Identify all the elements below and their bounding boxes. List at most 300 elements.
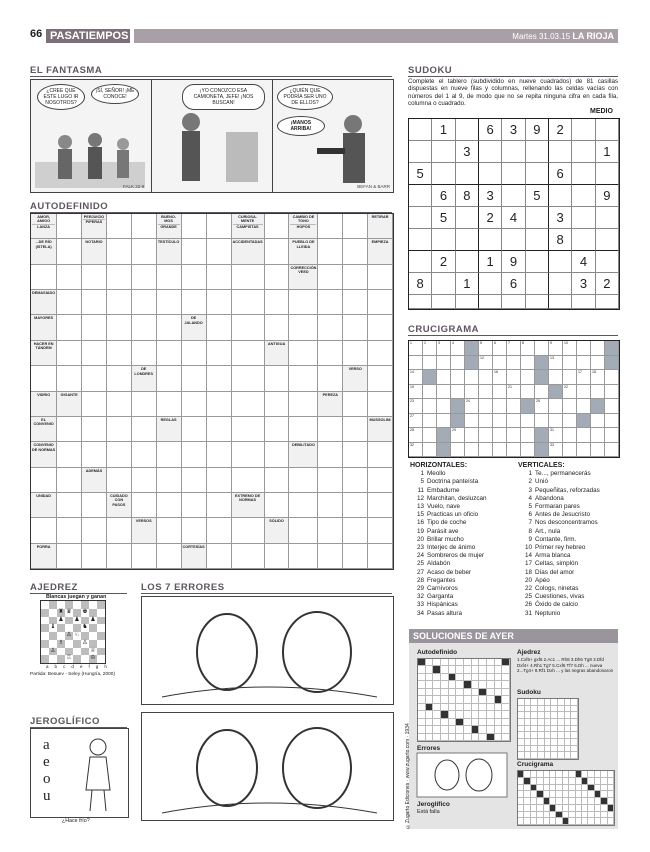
autodefinido-cell[interactable] [368,518,393,543]
autodefinido-cell[interactable] [107,265,132,290]
sudoku-cell[interactable]: 4 [572,251,595,273]
autodefinido-cell[interactable] [207,392,232,417]
autodefinido-cell[interactable] [182,518,207,543]
crossword-cell[interactable] [507,443,521,458]
autodefinido-cell[interactable] [318,544,343,569]
autodefinido-cell[interactable] [132,468,157,493]
crossword-cell[interactable]: 1 [409,341,423,356]
autodefinido-cell[interactable] [132,239,157,264]
autodefinido-cell[interactable] [265,493,290,518]
autodefinido-cell[interactable] [368,265,393,290]
autodefinido-cell[interactable] [232,442,265,467]
sudoku-cell[interactable] [526,295,549,309]
crossword-cell[interactable]: 33 [549,443,563,458]
crossword-cell[interactable] [563,414,577,429]
sudoku-cell[interactable]: 2 [432,251,455,273]
sudoku-cell[interactable] [549,185,572,207]
sudoku-cell[interactable] [502,141,525,163]
sudoku-cell[interactable] [549,251,572,273]
autodefinido-cell[interactable] [132,544,157,569]
sudoku-cell[interactable] [549,141,572,163]
autodefinido-cell[interactable] [182,392,207,417]
autodefinido-cell[interactable] [107,392,132,417]
crossword-cell[interactable] [563,356,577,371]
crossword-cell[interactable]: 17 [577,370,591,385]
autodefinido-cell[interactable] [207,366,232,391]
sudoku-cell[interactable] [526,273,549,295]
crossword-cell[interactable] [605,443,619,458]
sudoku-cell[interactable]: 6 [502,273,525,295]
autodefinido-cell[interactable] [157,544,182,569]
sudoku-cell[interactable] [596,229,619,251]
autodefinido-cell[interactable] [207,239,232,264]
sudoku-cell[interactable]: 4 [502,207,525,229]
sudoku-cell[interactable]: 8 [409,273,432,295]
sudoku-cell[interactable]: 5 [526,185,549,207]
crossword-cell[interactable] [535,385,549,400]
sudoku-cell[interactable] [526,163,549,185]
crossword-cell[interactable]: 21 [507,385,521,400]
autodefinido-cell[interactable] [132,493,157,518]
autodefinido-cell[interactable] [57,315,82,340]
crossword-cell[interactable] [493,385,507,400]
autodefinido-cell[interactable] [57,493,82,518]
autodefinido-cell[interactable] [232,341,265,366]
autodefinido-cell[interactable] [107,417,132,442]
autodefinido-cell[interactable] [343,290,368,315]
crossword-cell[interactable]: 32 [409,443,423,458]
autodefinido-cell[interactable] [82,290,107,315]
crossword-cell[interactable] [605,414,619,429]
sudoku-cell[interactable] [432,273,455,295]
crossword-cell[interactable]: 22 [563,385,577,400]
sudoku-cell[interactable] [526,207,549,229]
autodefinido-cell[interactable] [182,290,207,315]
autodefinido-cell[interactable] [182,239,207,264]
autodefinido-cell[interactable] [289,493,318,518]
autodefinido-cell[interactable] [318,493,343,518]
crossword-cell[interactable] [437,414,451,429]
autodefinido-cell[interactable] [132,392,157,417]
sudoku-cell[interactable] [409,295,432,309]
autodefinido-cell[interactable] [157,493,182,518]
autodefinido-cell[interactable] [289,290,318,315]
crossword-cell[interactable] [591,385,605,400]
autodefinido-cell[interactable] [368,392,393,417]
sudoku-cell[interactable]: 3 [549,207,572,229]
autodefinido-cell[interactable] [289,315,318,340]
crossword-cell[interactable] [549,399,563,414]
sudoku-cell[interactable] [479,295,502,309]
autodefinido-cell[interactable] [182,214,207,239]
autodefinido-cell[interactable] [57,214,82,239]
sudoku-cell[interactable] [526,251,549,273]
autodefinido-cell[interactable] [132,265,157,290]
crossword-cell[interactable] [507,414,521,429]
crossword-cell[interactable]: 5 [479,341,493,356]
autodefinido-cell[interactable] [368,544,393,569]
autodefinido-cell[interactable] [107,518,132,543]
sudoku-cell[interactable] [479,141,502,163]
crossword-cell[interactable] [465,443,479,458]
sudoku-cell[interactable] [456,295,479,309]
autodefinido-cell[interactable] [232,366,265,391]
autodefinido-cell[interactable] [207,341,232,366]
crossword-cell[interactable] [493,414,507,429]
crossword-cell[interactable]: 2 [423,341,437,356]
autodefinido-cell[interactable] [343,214,368,239]
autodefinido-cell[interactable] [182,442,207,467]
crossword-cell[interactable]: 8 [521,341,535,356]
sudoku-cell[interactable] [502,163,525,185]
autodefinido-cell[interactable] [57,518,82,543]
autodefinido-cell[interactable] [368,442,393,467]
autodefinido-cell[interactable] [132,417,157,442]
crossword-cell[interactable] [521,385,535,400]
crossword-cell[interactable] [605,428,619,443]
autodefinido-cell[interactable] [368,468,393,493]
crossword-cell[interactable] [521,428,535,443]
crossword-cell[interactable] [507,370,521,385]
sudoku-cell[interactable] [549,295,572,309]
autodefinido-cell[interactable] [318,468,343,493]
autodefinido-cell[interactable] [343,468,368,493]
crossword-cell[interactable]: 28 [409,428,423,443]
crossword-cell[interactable] [591,356,605,371]
sudoku-cell[interactable]: 3 [572,273,595,295]
autodefinido-cell[interactable] [207,493,232,518]
autodefinido-cell[interactable] [57,265,82,290]
crossword-cell[interactable] [563,370,577,385]
autodefinido-cell[interactable] [207,544,232,569]
autodefinido-cell[interactable] [343,239,368,264]
autodefinido-cell[interactable] [265,315,290,340]
sudoku-cell[interactable]: 9 [502,251,525,273]
autodefinido-cell[interactable] [289,518,318,543]
autodefinido-cell[interactable] [207,442,232,467]
crossword-cell[interactable]: 24 [465,399,479,414]
crossword-cell[interactable] [423,385,437,400]
sudoku-cell[interactable] [596,163,619,185]
crossword-cell[interactable] [451,370,465,385]
sudoku-cell[interactable] [409,119,432,141]
autodefinido-cell[interactable] [318,442,343,467]
autodefinido-cell[interactable] [207,290,232,315]
autodefinido-cell[interactable] [265,265,290,290]
crossword-cell[interactable] [423,428,437,443]
crossword-cell[interactable] [409,356,423,371]
autodefinido-cell[interactable] [132,290,157,315]
crossword-cell[interactable]: 13 [549,356,563,371]
sudoku-cell[interactable] [456,163,479,185]
crossword-cell[interactable]: 12 [479,356,493,371]
autodefinido-cell[interactable] [182,417,207,442]
autodefinido-cell[interactable] [232,518,265,543]
autodefinido-cell[interactable] [265,417,290,442]
crossword-cell[interactable] [549,414,563,429]
autodefinido-cell[interactable] [107,544,132,569]
autodefinido-cell[interactable] [232,265,265,290]
sudoku-cell[interactable]: 8 [456,185,479,207]
autodefinido-cell[interactable] [343,341,368,366]
autodefinido-cell[interactable] [82,544,107,569]
crossword-cell[interactable] [423,443,437,458]
crossword-cell[interactable] [577,356,591,371]
sudoku-cell[interactable]: 9 [596,185,619,207]
sudoku-cell[interactable] [456,119,479,141]
autodefinido-cell[interactable] [82,341,107,366]
crossword-cell[interactable] [605,385,619,400]
crossword-cell[interactable] [437,370,451,385]
autodefinido-cell[interactable] [157,366,182,391]
autodefinido-cell[interactable] [232,290,265,315]
autodefinido-cell[interactable] [82,392,107,417]
autodefinido-cell[interactable] [107,315,132,340]
autodefinido-cell[interactable] [265,468,290,493]
autodefinido-cell[interactable] [343,493,368,518]
autodefinido-cell[interactable] [343,417,368,442]
autodefinido-cell[interactable] [368,366,393,391]
sudoku-cell[interactable]: 1 [479,251,502,273]
autodefinido-cell[interactable] [82,518,107,543]
crossword-cell[interactable] [577,428,591,443]
autodefinido-cell[interactable] [157,468,182,493]
autodefinido-cell[interactable] [343,544,368,569]
sudoku-cell[interactable] [432,163,455,185]
crossword-cell[interactable] [493,443,507,458]
autodefinido-cell[interactable] [265,366,290,391]
crossword-cell[interactable] [493,399,507,414]
crossword-cell[interactable] [549,370,563,385]
autodefinido-cell[interactable] [368,493,393,518]
autodefinido-cell[interactable] [232,544,265,569]
crossword-cell[interactable] [563,443,577,458]
autodefinido-cell[interactable] [318,417,343,442]
crossword-cell[interactable]: 25 [535,399,549,414]
autodefinido-cell[interactable] [107,239,132,264]
autodefinido-cell[interactable] [157,290,182,315]
autodefinido-cell[interactable] [207,468,232,493]
autodefinido-cell[interactable] [107,468,132,493]
autodefinido-cell[interactable] [31,265,57,290]
crossword-cell[interactable] [521,356,535,371]
autodefinido-cell[interactable] [318,214,343,239]
sudoku-cell[interactable] [409,229,432,251]
autodefinido-cell[interactable] [57,544,82,569]
crossword-cell[interactable] [577,385,591,400]
crossword-cell[interactable] [479,385,493,400]
crossword-cell[interactable] [451,385,465,400]
autodefinido-cell[interactable] [132,341,157,366]
crossword-cell[interactable]: 23 [409,399,423,414]
sudoku-cell[interactable]: 6 [432,185,455,207]
autodefinido-cell[interactable] [265,214,290,239]
autodefinido-cell[interactable] [318,315,343,340]
crossword-cell[interactable] [577,341,591,356]
crossword-cell[interactable] [479,428,493,443]
autodefinido-cell[interactable] [82,366,107,391]
autodefinido-cell[interactable] [31,518,57,543]
autodefinido-cell[interactable] [182,341,207,366]
autodefinido-cell[interactable] [157,518,182,543]
autodefinido-cell[interactable] [57,239,82,264]
sudoku-cell[interactable] [502,185,525,207]
sudoku-cell[interactable] [456,251,479,273]
sudoku-cell[interactable]: 3 [479,185,502,207]
autodefinido-cell[interactable] [232,315,265,340]
sudoku-cell[interactable]: 6 [479,119,502,141]
sudoku-cell[interactable] [572,119,595,141]
crossword-cell[interactable] [493,356,507,371]
autodefinido-cell[interactable] [182,493,207,518]
autodefinido-cell[interactable] [232,468,265,493]
autodefinido-cell[interactable] [265,544,290,569]
crossword-cell[interactable] [591,428,605,443]
autodefinido-cell[interactable] [157,392,182,417]
crossword-cell[interactable]: 9 [549,341,563,356]
sudoku-cell[interactable]: 5 [432,207,455,229]
sudoku-cell[interactable]: 1 [432,119,455,141]
autodefinido-cell[interactable] [132,214,157,239]
crossword-cell[interactable]: 31 [549,428,563,443]
autodefinido-cell[interactable] [182,265,207,290]
sudoku-cell[interactable]: 9 [526,119,549,141]
sudoku-cell[interactable] [596,251,619,273]
autodefinido-cell[interactable] [82,442,107,467]
sudoku-cell[interactable] [549,273,572,295]
autodefinido-cell[interactable] [343,518,368,543]
crossword-cell[interactable] [479,414,493,429]
autodefinido-cell[interactable] [82,417,107,442]
autodefinido-cell[interactable] [132,315,157,340]
autodefinido-cell[interactable] [57,366,82,391]
crossword-cell[interactable] [493,428,507,443]
sudoku-cell[interactable] [596,119,619,141]
sudoku-cell[interactable]: 3 [502,119,525,141]
autodefinido-cell[interactable] [107,366,132,391]
sudoku-cell[interactable]: 6 [549,163,572,185]
crossword-cell[interactable]: 14 [409,370,423,385]
autodefinido-cell[interactable] [57,290,82,315]
crossword-cell[interactable]: 19 [409,385,423,400]
sudoku-cell[interactable]: 2 [479,207,502,229]
sudoku-cell[interactable] [409,251,432,273]
sudoku-cell[interactable] [596,207,619,229]
autodefinido-cell[interactable] [289,544,318,569]
crossword-cell[interactable] [451,443,465,458]
autodefinido-cell[interactable] [289,392,318,417]
autodefinido-cell[interactable] [232,392,265,417]
autodefinido-cell[interactable] [107,341,132,366]
autodefinido-cell[interactable] [31,468,57,493]
sudoku-cell[interactable]: 1 [456,273,479,295]
autodefinido-cell[interactable] [82,493,107,518]
sudoku-cell[interactable]: 3 [456,141,479,163]
autodefinido-cell[interactable] [57,468,82,493]
autodefinido-cell[interactable] [82,315,107,340]
autodefinido-cell[interactable] [132,442,157,467]
autodefinido-cell[interactable] [107,214,132,239]
sudoku-cell[interactable] [526,229,549,251]
crossword-cell[interactable] [479,399,493,414]
crossword-cell[interactable] [535,414,549,429]
crossword-cell[interactable]: 27 [409,414,423,429]
sudoku-cell[interactable] [456,207,479,229]
autodefinido-cell[interactable] [207,315,232,340]
sudoku-cell[interactable]: 2 [596,273,619,295]
autodefinido-cell[interactable] [207,518,232,543]
sudoku-cell[interactable] [572,207,595,229]
crossword-cell[interactable] [591,341,605,356]
autodefinido-cell[interactable] [289,417,318,442]
sudoku-cell[interactable] [572,229,595,251]
autodefinido-cell[interactable] [207,417,232,442]
autodefinido-cell[interactable] [57,341,82,366]
autodefinido-cell[interactable] [343,265,368,290]
sudoku-cell[interactable] [572,185,595,207]
autodefinido-cell[interactable] [265,239,290,264]
crossword-cell[interactable] [521,414,535,429]
sudoku-cell[interactable] [432,229,455,251]
crossword-cell[interactable]: 18 [591,370,605,385]
crossword-cell[interactable] [605,399,619,414]
autodefinido-cell[interactable] [318,239,343,264]
autodefinido-cell[interactable] [57,417,82,442]
crossword-cell[interactable] [563,428,577,443]
autodefinido-cell[interactable] [343,392,368,417]
crossword-cell[interactable] [423,414,437,429]
crossword-cell[interactable] [591,443,605,458]
sudoku-cell[interactable] [409,141,432,163]
crossword-cell[interactable]: 29 [451,428,465,443]
autodefinido-cell[interactable] [318,265,343,290]
autodefinido-cell[interactable] [343,315,368,340]
autodefinido-cell[interactable] [368,341,393,366]
sudoku-cell[interactable] [479,273,502,295]
crossword-cell[interactable] [507,399,521,414]
autodefinido-cell[interactable] [318,366,343,391]
autodefinido-cell[interactable] [368,290,393,315]
autodefinido-cell[interactable] [207,214,232,239]
sudoku-cell[interactable] [502,295,525,309]
autodefinido-cell[interactable] [265,392,290,417]
crossword-cell[interactable] [605,370,619,385]
autodefinido-cell[interactable] [157,341,182,366]
sudoku-cell[interactable] [526,141,549,163]
crossword-cell[interactable]: 3 [437,341,451,356]
sudoku-cell[interactable] [479,163,502,185]
autodefinido-cell[interactable] [57,442,82,467]
autodefinido-cell[interactable] [318,518,343,543]
autodefinido-cell[interactable] [182,366,207,391]
autodefinido-cell[interactable] [157,315,182,340]
crossword-cell[interactable] [577,399,591,414]
autodefinido-cell[interactable] [182,468,207,493]
autodefinido-cell[interactable] [289,341,318,366]
crossword-cell[interactable]: 6 [493,341,507,356]
crossword-cell[interactable] [465,385,479,400]
crossword-cell[interactable] [577,443,591,458]
crossword-cell[interactable] [479,370,493,385]
crossword-cell[interactable]: 7 [507,341,521,356]
autodefinido-cell[interactable] [318,290,343,315]
crossword-cell[interactable] [591,414,605,429]
sudoku-cell[interactable] [572,163,595,185]
sudoku-cell[interactable] [596,295,619,309]
crossword-cell[interactable] [563,399,577,414]
sudoku-cell[interactable]: 5 [409,163,432,185]
crossword-cell[interactable] [521,443,535,458]
